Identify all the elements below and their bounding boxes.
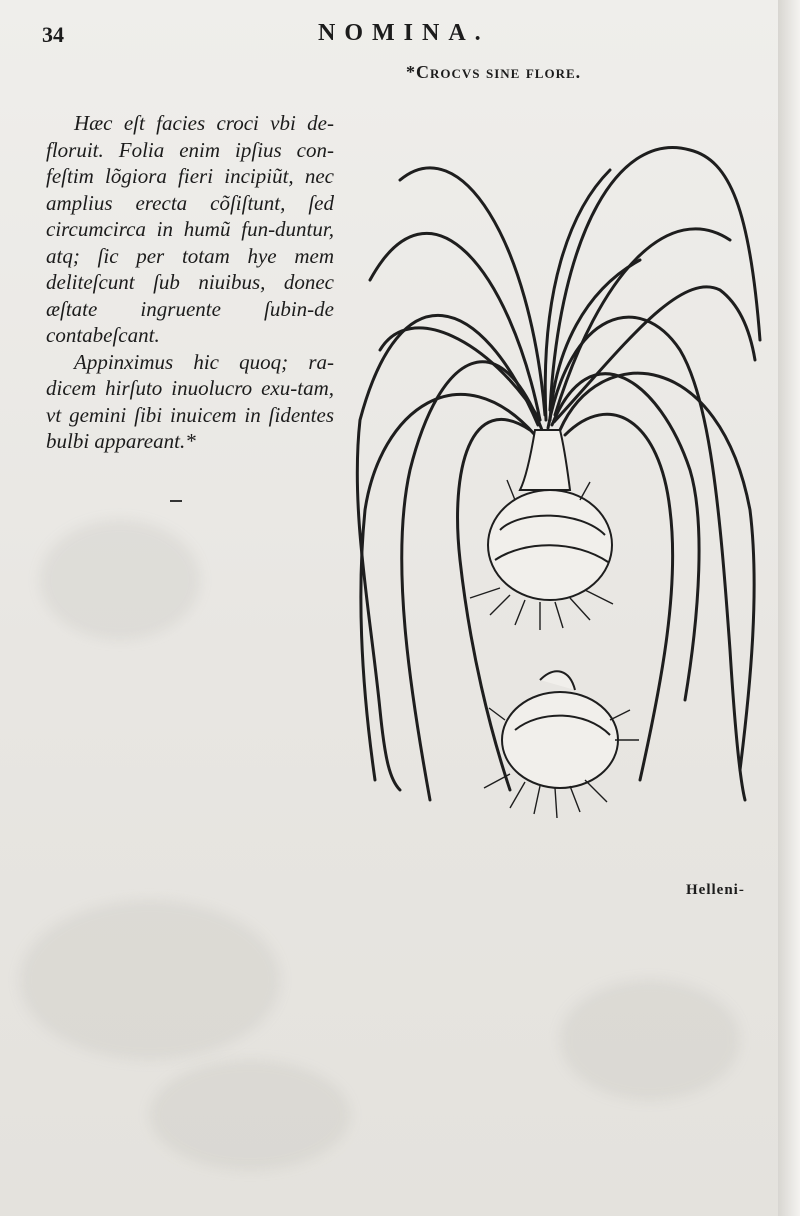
- page-number: 34: [42, 22, 64, 47]
- crocus-woodcut-illustration: [340, 90, 770, 850]
- plate-title: *Crocvs sine flore.: [406, 62, 582, 82]
- running-head: NOMINA.: [318, 20, 490, 46]
- body-text: [46, 110, 334, 455]
- catchword: Helleni-: [686, 882, 745, 898]
- paragraph: Hæc eſt facies croci vbi de-floruit. Folia enim ipſius con-feſtim lõgiora fieri incipiũt, nec amplius erecta cõſiſtunt, ſed circumcirca in humũ fun-duntur, atq; ſic per totam hye mem deliteſcunt ſub niuibus, donec æſtate ingruente ſubin-de contabeſcant.: [46, 111, 334, 347]
- rule-mark: [170, 500, 182, 502]
- page-edge: [778, 0, 800, 1216]
- paragraph: Appinximus hic quoq; ra-dicem hirſuto inuolucro exu-tam, vt gemini ſibi inuicem in ſidentes bulbi appareant.*: [46, 349, 334, 453]
